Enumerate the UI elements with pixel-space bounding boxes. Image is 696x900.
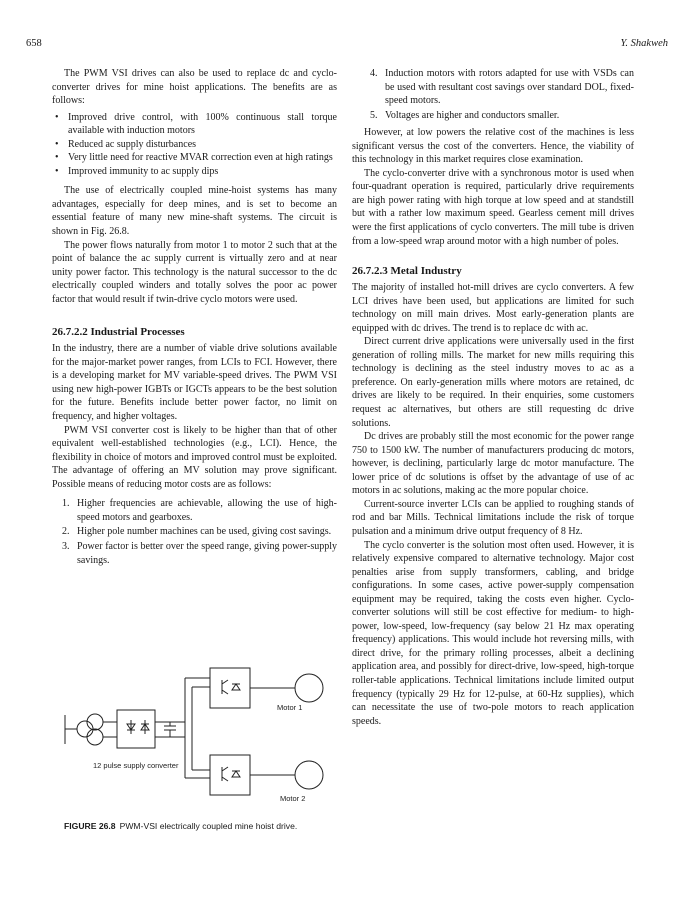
paragraph: The cyclo-converter drive with a synchronous motor is used when four-quadrant operation is required, particularly drive requirements are high power rating with high torque at low speed and at standstill but with a rather low maximum speed. Gearless cement mill drives were the first applications of cyclo converters. The mill tube is driven from a low-speed wrap around motor with a high number of poles. (352, 167, 634, 247)
inverter-2-block (210, 755, 250, 795)
left-column (52, 67, 337, 571)
diode-icon (127, 720, 135, 734)
list-number: 2. (62, 526, 70, 538)
rectifier-block (117, 710, 155, 748)
igbt-icon (222, 767, 240, 781)
motor-1-icon (295, 674, 323, 702)
paragraph: The majority of installed hot-mill drives are cyclo converters. A few LCI drives have been used, but applications are limited for such technology on mill main drives. Most early-generation plants are equipped with dc drives. The trend is to replace dc with ac. (352, 282, 634, 334)
motor-2-icon (295, 761, 323, 789)
page-number: 658 (26, 38, 42, 49)
list-text: Power factor is better over the speed range, giving power-supply savings. (77, 540, 337, 566)
paragraph: Current-source inverter LCIs can be applied to roughing stands of rod and bar Mills. Technical limitations include the risk of torque pulsation and a minimum drive output frequency of 8 Hz. (352, 498, 634, 537)
paragraph: The power flows naturally from motor 1 to motor 2 such that at the point of balance the ac supply current is virtually zero and at near unity power factor. This technology is the natural successor to the dc electrically coupled winders and totally solves the poor ac power factor that would result if twin-drive cyclo motors were used. (52, 239, 337, 305)
paragraph: However, at low powers the relative cost of the machines is less significant versus the cost of the converters. Hence, the viability of this technology in this market requires close examination. (352, 127, 634, 166)
circuit-diagram (55, 660, 345, 820)
list-item: • Very little need for reactive MVAR correction even at high ratings (52, 151, 337, 165)
list-number: 1. (62, 498, 70, 510)
figure-caption-text: PWM-VSI electrically coupled mine hoist drive. (119, 821, 298, 831)
list-text: Induction motors with rotors adapted for use with VSDs can be used with resultant cost savings over standard DOL, fixed-speed motors. (385, 68, 634, 107)
numbered-list (352, 67, 634, 122)
motor-1-label: Motor 1 (277, 703, 303, 712)
igbt-icon (222, 680, 240, 694)
inverter-1-block (210, 668, 250, 708)
figure-label: FIGURE 26.8 (64, 821, 116, 831)
list-item: • Improved immunity to ac supply dips (52, 165, 337, 179)
transformer-icon (77, 714, 103, 745)
paragraph: Dc drives are probably still the most economic for the power range 750 to 1500 kW. The number of manufacturers producing dc motors, however, is declining, particularly large dc motor manufacture. The lower price of dc solutions is offset by the advantage of use of ac motors in ac solutions, making ac the more popular choice. (352, 431, 634, 497)
running-header-author: Y. Shakweh (620, 38, 668, 49)
benefits-list (52, 111, 337, 179)
list-item (352, 109, 634, 123)
paragraph: Direct current drive applications were universally used in the first generation of rolling mills. The market for new mills requiring this technology is declining as the steel industry moves to ac as a preference. On early-generation mills where motors are retained, dc drives are likely to be required. In their enquiries, some customers request ac alternatives, but others are still requesting dc drive solutions. (352, 336, 634, 429)
diode-icon (141, 720, 149, 734)
list-item (52, 540, 337, 567)
list-item (352, 67, 634, 108)
list-text: Higher pole number machines can be used, giving cost savings. (77, 526, 332, 538)
paragraph: The cyclo converter is the solution most often used. However, it is relatively expensive compared to alternative technology. Major cost penalties arise from supply transformers, cabling, and bridge configurations. In some cases, active power-supply compensation equipment may be required, taking the costs even higher. Cyclo-converter solutions will still be cost effective for medium- to high-power, low-speed, low-frequency (say below 21 Hz max operating frequency) applications. This would include hot reversing mills, with direct drive, for the primary rolling processes, albeit a declining application area, and possibly for direct-drive, low-speed, high-torque roller-table applications. Technical limitations include limited output frequency (typically 29 Hz for 12-pulse, at 60-Hz supplies), which can necessitate the use of two-pole motors to reach application speeds. (352, 539, 634, 727)
list-text: Voltages are higher and conductors smaller. (385, 109, 560, 121)
paragraph: In the industry, there are a number of viable drive solutions available for the major-market power ranges, from LCIs to FCI. However, there is a developing market for MV variable-speed drives. The PWM VSI using new high-power IGBTs or IGCTs appears to be the best solution for the future. Benefits include better power factor, no limit on frequency, and higher voltages. (52, 343, 337, 423)
supply-converter-label: 12 pulse supply converter (93, 761, 179, 770)
paragraph: The use of electrically coupled mine-hoist systems has many advantages, especially for deep mines, and is set to become an essential feature of many new mine-shaft systems. The circuit is shown in Fig. 26.8. (52, 185, 337, 238)
figure-caption (64, 821, 297, 831)
right-column (352, 67, 634, 728)
list-item: • Reduced ac supply disturbances (52, 138, 337, 152)
paragraph: PWM VSI converter cost is likely to be higher than that of other equivalent well-established technologies (e.g., LCI). Hence, the flexibility in choice of motors and improved control must be exploited. The advantage of offering an MV solution may prove significant. Possible means of reducing motor costs are as follows: (52, 424, 337, 490)
list-item (52, 497, 337, 524)
list-number: 5. (370, 109, 378, 121)
list-item: • Improved drive control, with 100% continuous stall torque available with induction motors (52, 111, 337, 138)
section-heading: 26.7.2.2 Industrial Processes (52, 326, 185, 339)
list-number: 4. (370, 68, 378, 79)
list-text: Higher frequencies are achievable, allowing the use of high-speed motors and gearboxes. (77, 498, 337, 523)
section-heading: 26.7.2.3 Metal Industry (352, 265, 462, 278)
list-item (52, 525, 337, 539)
numbered-list (52, 497, 337, 567)
motor-2-label: Motor 2 (280, 794, 306, 803)
paragraph: The PWM VSI drives can also be used to replace dc and cyclo-converter drives for mine hoist applications. The benefits are as follows: (52, 68, 337, 107)
list-number: 3. (62, 540, 70, 552)
